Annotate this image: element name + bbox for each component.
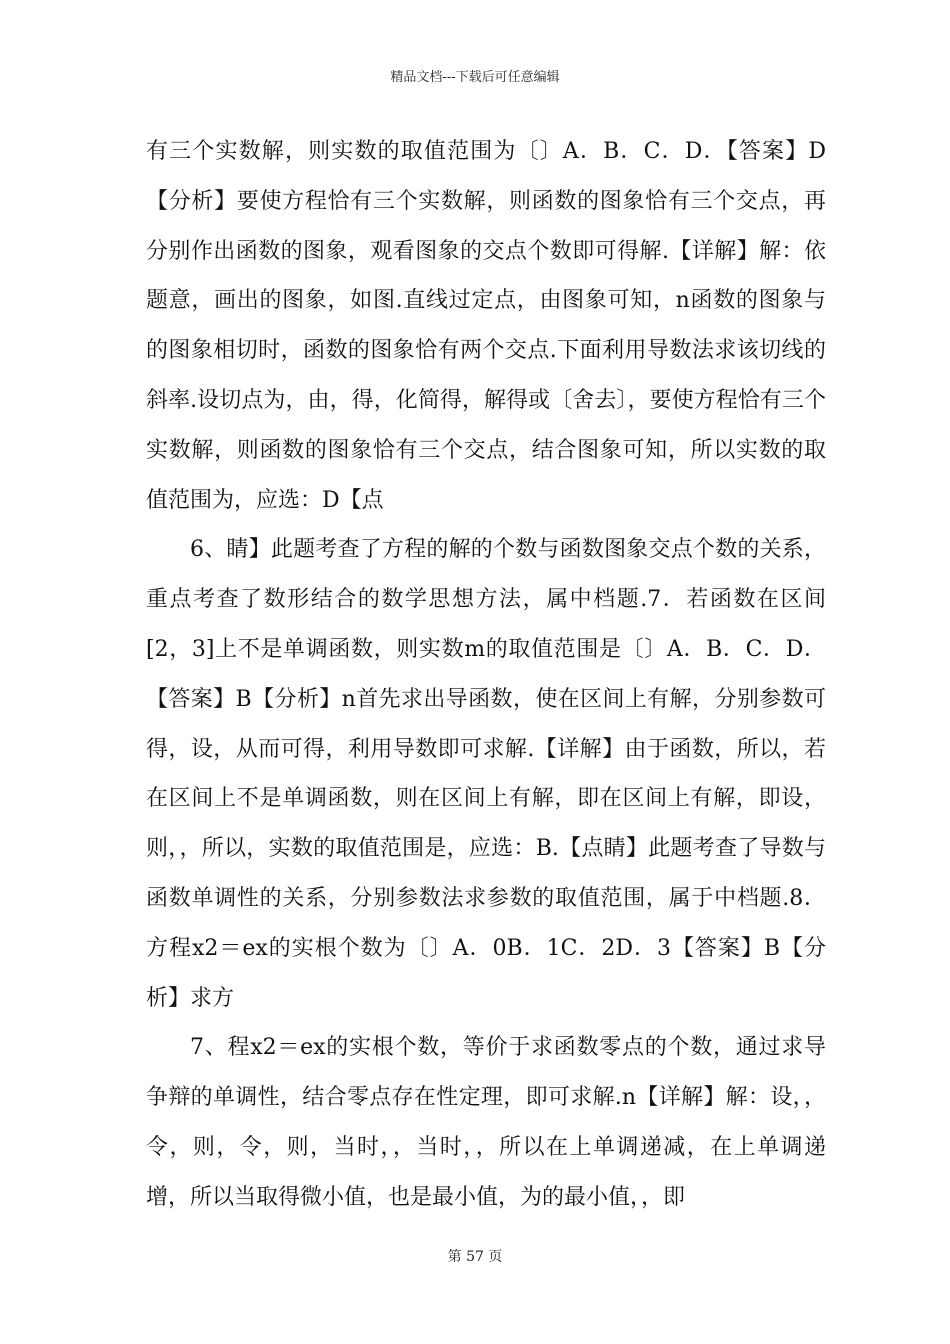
document-body — [146, 127, 826, 1223]
page-header: 精品文档---下载后可任意编辑 — [390, 70, 560, 85]
paragraph-1: 有三个实数解，则实数的取值范围为〔〕A．B．C．D．【答案】D【分析】要使方程恰有三个实数解，则函数的图象恰有三个交点，再分别作出函数的图象，观看图象的交点个数即可得解.【详解】解：依题意，画出的图象，如图.直线过定点，由图象可知，n函数的图象与的图象相切时，函数的图象恰有两个交点.下面利用导数法求该切线的斜率.设切点为，由，得，化简得，解得或〔舍去〕，要使方程恰有三个实数解，则函数的图象恰有三个交点，结合图象可知，所以实数的取值范围为，应选：D【点 — [146, 139, 826, 513]
page-number: 第 57 页 — [447, 1249, 503, 1265]
paragraph-2: 6、睛】此题考查了方程的解的个数与函数图象交点个数的关系，重点考查了数形结合的数学思想方法，属中档题.7．若函数在区间[2，3]上不是单调函数，则实数m的取值范围是〔〕A．B．C．D．【答案】B【分析】n首先求出导函数，使在区间上有解，分别参数可得，设，从而可得，利用导数即可求解.【详解】由于函数，所以，若在区间上不是单调函数，则在区间上有解，即在区间上有解，即设，则，，所以，实数的取值范围是，应选：B.【点睛】此题考查了导数与函数单调性的关系，分别参数法求参数的取值范围，属于中档题.8．方程x2＝ex的实根个数为〔〕A．0B．1C．2D．3【答案】B【分析】求方 — [146, 537, 826, 1011]
paragraph-3: 7、程x2＝ex的实根个数，等价于求函数零点的个数，通过求导争辩的单调性，结合零点存在性定理，即可求解.n【详解】解：设，，令，则，令，则，当时，，当时，，所以在上单调递减，在上单调递增，所以当取得微小值，也是最小值，为的最小值，，即 — [146, 1035, 826, 1210]
